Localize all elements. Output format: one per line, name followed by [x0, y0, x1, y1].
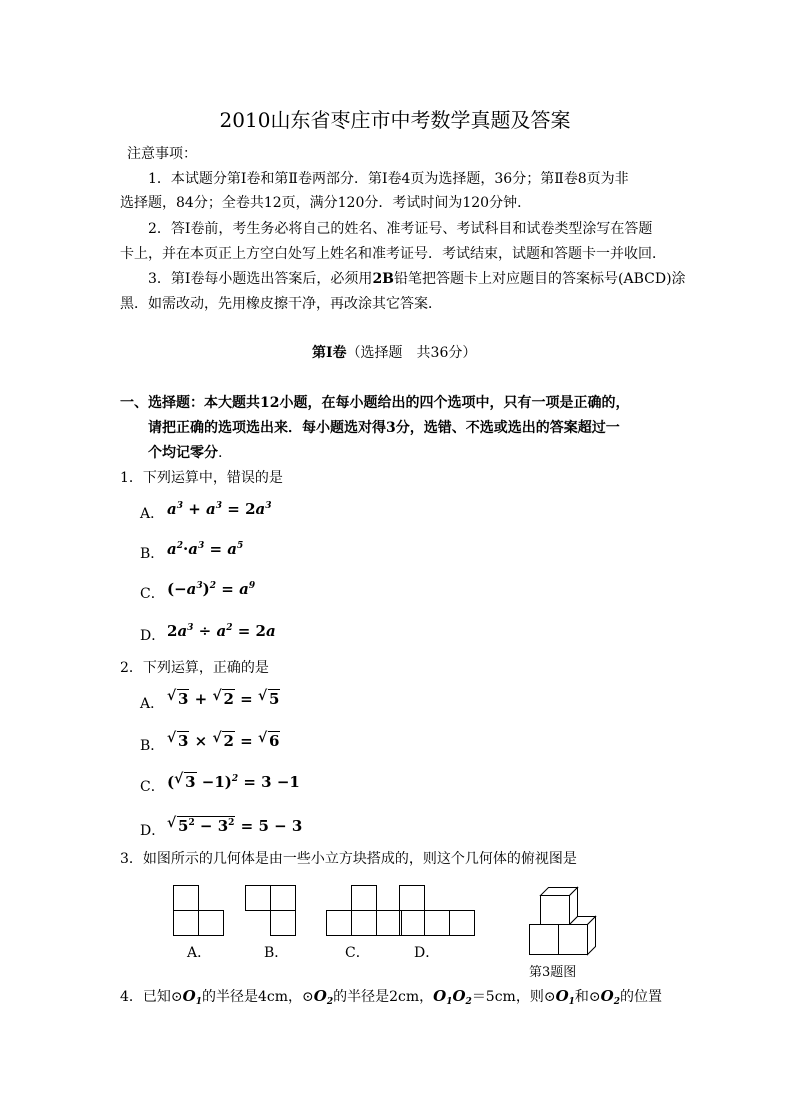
- notice-line: 黑．如需改动，先用橡皮擦干净，再改涂其它答案．: [120, 296, 442, 312]
- option-label: C．: [140, 586, 165, 602]
- option-label: C．: [140, 779, 165, 795]
- option-label: D．: [140, 628, 166, 644]
- math-expression: √ 3 + √ 2 = √ 5: [167, 688, 280, 708]
- notice-heading: 注意事项：: [127, 146, 197, 162]
- top-view-option-c: [325, 884, 405, 940]
- option-label: B．: [140, 738, 165, 754]
- math-expression: $a^2\cdot a^3 = a^5$: [167, 540, 244, 558]
- question-3-stem: 3．如图所示的几何体是由一些小立方块搭成的，则这个几何体的俯视图是: [120, 851, 577, 867]
- option-label: B．: [264, 945, 289, 961]
- notice-line: 3．第Ⅰ卷每小题选出答案后，必须用2B铅笔把答题卡上对应题目的答案标号(ABCD)涂: [148, 271, 686, 287]
- option-label: D．: [140, 823, 166, 839]
- option-label: D．: [414, 945, 440, 961]
- question-2-stem: 2．下列运算，正确的是: [120, 660, 269, 676]
- section-header: 第Ⅰ卷（选择题 共36分）: [312, 345, 477, 361]
- notice-line: 2．答Ⅰ卷前，考生务必将自己的姓名、准考证号、考试科目和试卷类型涂写在答题: [148, 221, 653, 237]
- question-1-stem: 1．下列运算中，错误的是: [120, 470, 283, 486]
- option-label: A．: [140, 506, 165, 522]
- math-expression: $(-a^3)^2 = a^9$: [167, 580, 256, 598]
- part-instructions: 个均记零分.: [148, 445, 223, 461]
- part-instructions: 请把正确的选项选出来．每小题选对得3分，选错、不选或选出的答案超过一: [148, 420, 620, 436]
- figure-caption: 第3题图: [529, 965, 577, 980]
- notice-line: 卡上，并在本页正上方空白处写上姓名和准考证号．考试结束，试题和答题卡一并收回．: [120, 246, 666, 262]
- math-expression: $a^3 + a^3 = 2a^3$: [167, 500, 272, 518]
- top-view-option-a: [172, 884, 228, 940]
- notice-line: 选择题，84分；全卷共12页，满分120分．考试时间为120分钟．: [120, 195, 532, 211]
- math-expression: √ 3 × √ 2 = √ 6: [167, 730, 280, 750]
- notice-line: 1．本试题分第Ⅰ卷和第Ⅱ卷两部分．第Ⅰ卷4页为选择题，36分；第Ⅱ卷8页为非: [148, 171, 629, 187]
- page-title: 2010山东省枣庄市中考数学真题及答案: [219, 108, 571, 132]
- stacked-cubes-figure: [528, 884, 600, 960]
- question-4-stem: 4．已知$⊙O_1$的半径是4cm，$⊙O_2$的半径是2cm，$O_1O_2=5cm$，则$⊙O_1$和$⊙O_2$的位置: [120, 987, 662, 1007]
- math-expression: √ $5^2 - 3^2 = 5 - 3$: [167, 815, 303, 835]
- option-label: A．: [187, 945, 212, 961]
- math-expression: ( √ 3 −1)$^2$ = 3 −1: [167, 771, 300, 791]
- top-view-option-b: [244, 884, 300, 940]
- option-label: A．: [140, 696, 165, 712]
- math-expression: $2a^3 \div a^2 = 2a$: [167, 622, 276, 640]
- option-label: B．: [140, 546, 165, 562]
- top-view-option-d: [398, 884, 478, 940]
- option-label: C．: [345, 945, 370, 961]
- part-instructions: 一、选择题：本大题共12小题，在每小题给出的四个选项中，只有一项是正确的，: [120, 395, 630, 411]
